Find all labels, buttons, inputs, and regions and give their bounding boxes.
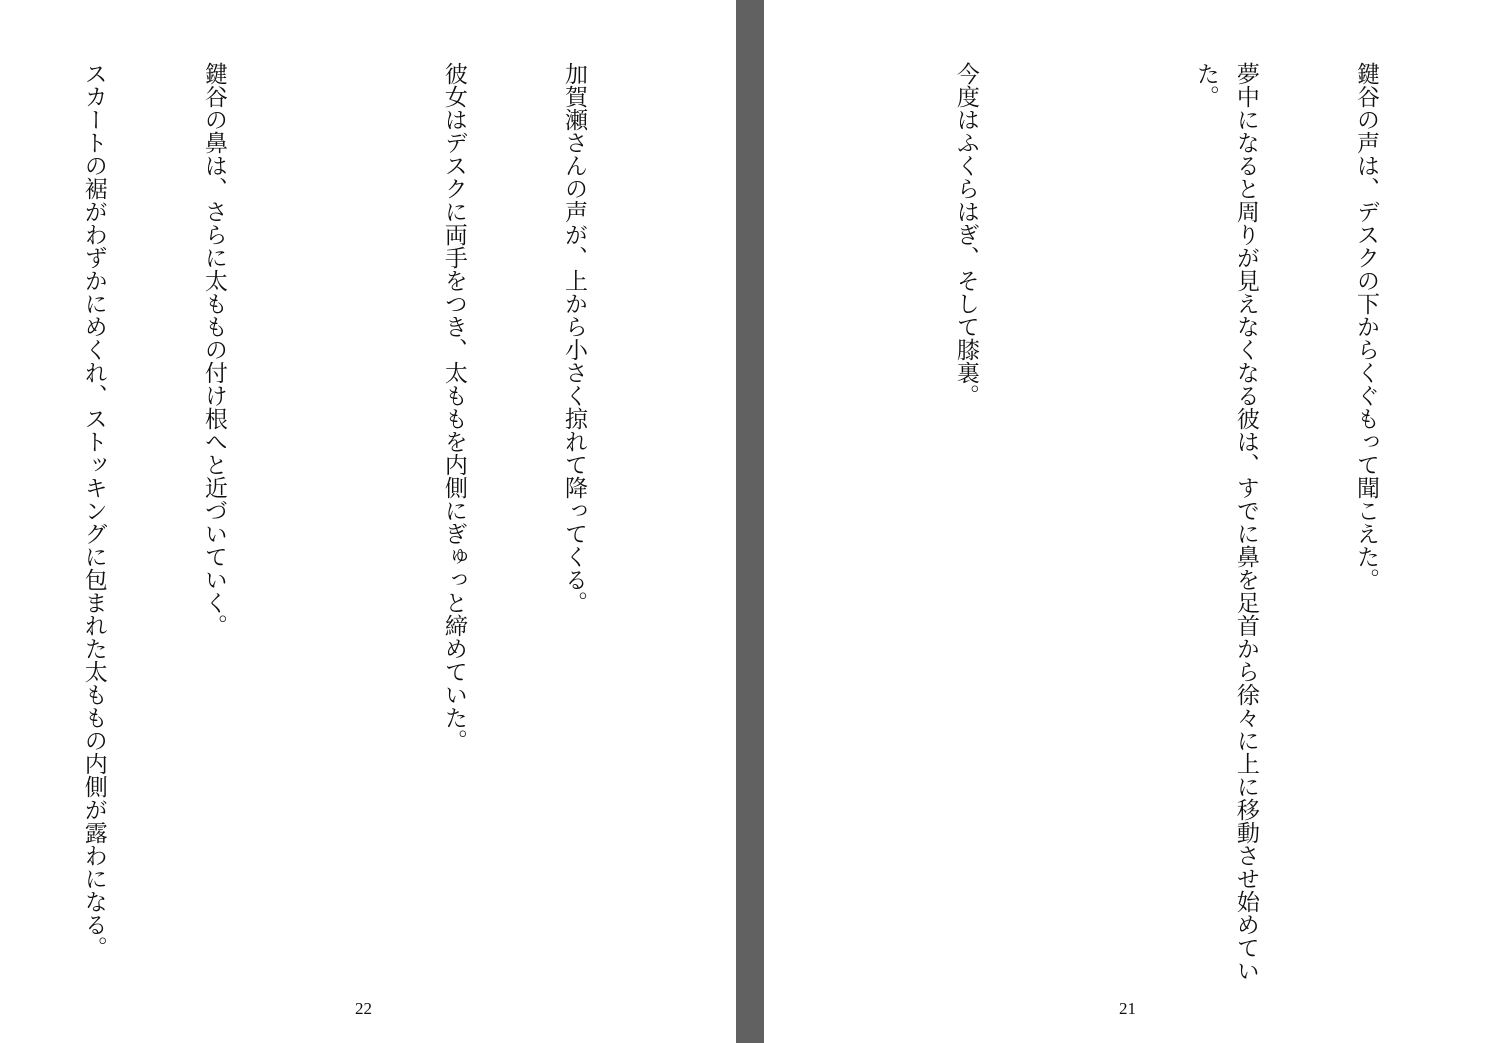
right-page xyxy=(764,0,1500,1043)
paragraph: 今度はふくらはぎ、そして膝裏。 xyxy=(952,62,979,407)
paragraph: 彼女はデスクに両手をつき、太ももを内側にぎゅっと締めていた。 xyxy=(440,62,467,752)
paragraph: 夢中になると周りが見えなくなる彼は、すでに鼻を足首から徐々に上に移動させ始めていた。 xyxy=(1192,62,1259,982)
left-page xyxy=(0,0,736,1043)
page-number: 21 xyxy=(1119,999,1136,1018)
paragraph: スカートの裾がわずかにめくれ、ストッキングに包まれた太ももの内側が露わになる。 xyxy=(80,62,107,959)
paragraph: 鍵谷の鼻は、さらに太ももの付け根へと近づいていく。 xyxy=(200,62,227,637)
page-number: 22 xyxy=(355,999,372,1018)
left-page-text xyxy=(68,62,674,982)
paragraph: 加賀瀬さんの声が、上から小さく掠れて降ってくる。 xyxy=(560,62,587,614)
paragraph xyxy=(1066,62,1106,982)
right-page-text xyxy=(860,62,1466,982)
page-gutter xyxy=(736,0,764,1043)
paragraph: 鍵谷の声は、デスクの下からくぐもって聞こえた。 xyxy=(1352,62,1379,591)
paragraph xyxy=(314,62,354,982)
paragraph xyxy=(860,62,866,982)
